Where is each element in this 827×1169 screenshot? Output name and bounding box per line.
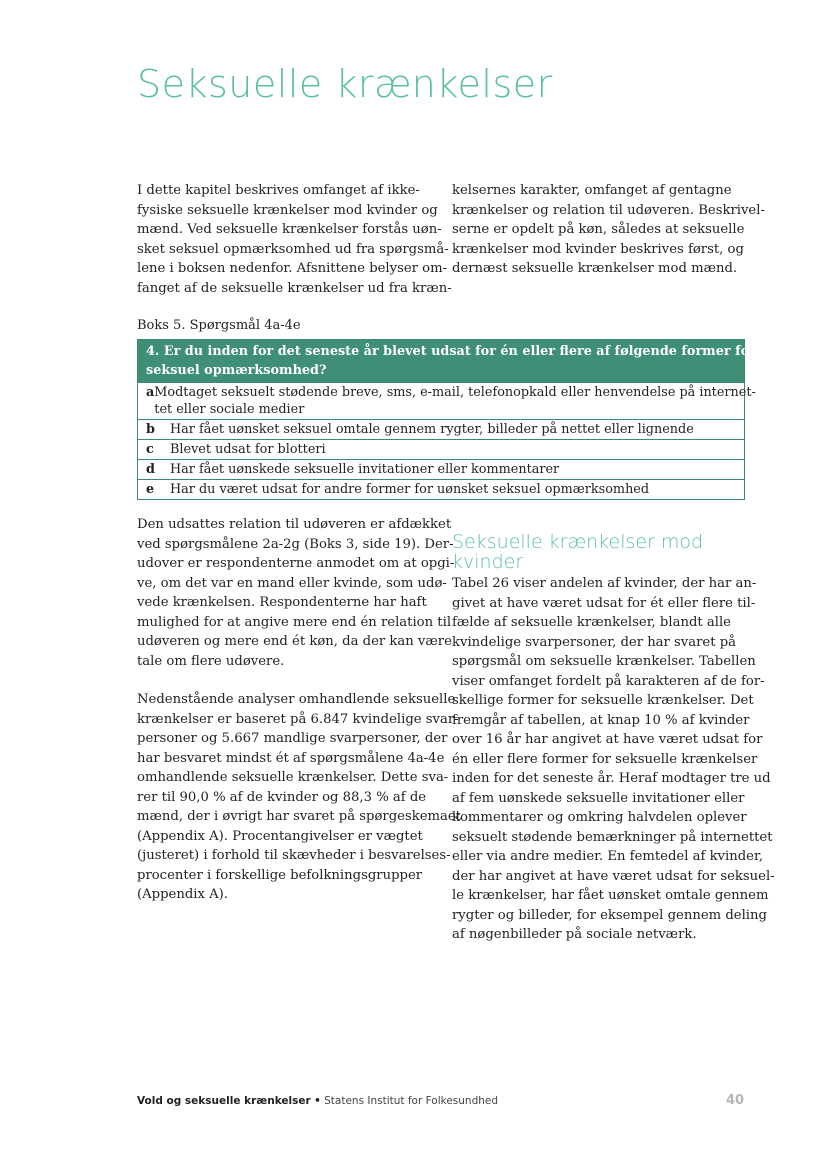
text-line: kvindelige svarpersoner, der har svaret på xyxy=(452,634,737,650)
text-line: eller via andre medier. En femtedel af kvinder, xyxy=(452,849,764,864)
text-line: Nedenstående analyser omhandlende seksuelle xyxy=(137,692,456,707)
text-line: ved spørgsmålene 2a-2g (Boks 3, side 19). Der- xyxy=(137,536,454,552)
text-line: sket seksuel opmærksomhed ud fra spørgsmå- xyxy=(137,241,449,257)
relation-paragraph xyxy=(137,515,455,671)
row-text-line: Blevet udsat for blotteri xyxy=(170,442,326,457)
text-line: mulighed for at angive mere end én relation til xyxy=(137,614,452,630)
text-line: fremgår af tabellen, at knap 10 % af kvinder xyxy=(452,712,750,728)
question-row xyxy=(138,479,744,499)
text-line: rygter og billeder, for eksempel gennem deling xyxy=(452,907,767,923)
question-box xyxy=(137,339,818,500)
text-line: over 16 år har angivet at have været udsat for xyxy=(452,732,763,747)
row-text-line: Har du været udsat for andre former for uønsket seksuel opmærksomhed xyxy=(170,482,650,497)
text-line: kelsernes karakter, omfanget af gentagne xyxy=(452,183,732,198)
text-line: tale om flere udøvere. xyxy=(137,653,285,669)
heading-line: Seksuelle krænkelser mod xyxy=(452,531,704,553)
text-line: mænd. Ved seksuelle krænkelser forstås uøn- xyxy=(137,222,442,237)
question-row xyxy=(138,459,744,479)
row-key: b xyxy=(146,422,155,437)
text-line: udover er respondenterne anmodet om at opgi- xyxy=(137,556,455,571)
text-line: spørgsmål om seksuelle krænkelser. Tabellen xyxy=(452,654,756,669)
text-line: seksuelt stødende bemærkninger på internettet xyxy=(452,829,773,845)
text-line: af fem uønskede seksuelle invitationer eller xyxy=(452,790,745,806)
row-key: d xyxy=(146,462,155,477)
text-line: ve, om det var en mand eller kvinde, som udø- xyxy=(137,575,447,591)
text-line: kommentarer og omkring halvdelen oplever xyxy=(452,810,747,825)
page-title: Seksuelle krænkelser xyxy=(137,62,553,106)
text-line: (justeret) i forhold til skævheder i besvarelses- xyxy=(137,848,451,863)
text-line: serne er opdelt på køn, således at seksuelle xyxy=(452,222,745,237)
row-text xyxy=(170,460,744,479)
women-paragraph xyxy=(452,574,775,945)
question-line: seksuel opmærksomhed? xyxy=(146,363,327,378)
text-line: procenter i forskellige befolkningsgrupper xyxy=(137,867,423,883)
section-heading xyxy=(452,532,703,572)
footer-report-title: Vold og seksuelle krænkelser xyxy=(137,1095,311,1107)
text-line: le krænkelser, har fået uønsket omtale gennem xyxy=(452,888,769,903)
text-line: (Appendix A). Procentangivelser er vægtet xyxy=(137,828,423,844)
question-line: 4. Er du inden for det seneste år blevet udsat for én eller flere af følgende former for uønsket xyxy=(146,344,818,359)
row-text xyxy=(170,420,744,439)
text-line: rer til 90,0 % af de kvinder og 88,3 % af de xyxy=(137,789,427,805)
row-key: a xyxy=(146,385,155,400)
row-key: c xyxy=(146,442,154,457)
text-line: dernæst seksuelle krænkelser mod mænd. xyxy=(452,261,738,276)
text-line: krænkelser er baseret på 6.847 kvindelige svar- xyxy=(137,711,459,727)
text-line: inden for det seneste år. Heraf modtager tre ud xyxy=(452,771,771,786)
page-footer xyxy=(137,1095,498,1107)
text-line: har besvaret mindst ét af spørgsmålene 4a-4e xyxy=(137,750,445,766)
text-line: én eller flere former for seksuelle krænkelser xyxy=(452,751,758,767)
row-text xyxy=(170,480,744,499)
text-line: krænkelser og relation til udøveren. Beskrivel- xyxy=(452,202,765,218)
text-line: udøveren og mere end ét køn, da der kan være xyxy=(137,634,452,649)
text-line: viser omfanget fordelt på karakteren af de for- xyxy=(452,673,765,689)
page-number: 40 xyxy=(726,1093,745,1108)
text-line: der har angivet at have været udsat for seksuel- xyxy=(452,868,775,884)
row-text xyxy=(170,440,744,459)
text-line: lene i boksen nedenfor. Afsnittene belyser om- xyxy=(137,261,448,276)
heading-line: kvinder xyxy=(452,551,524,573)
analysis-paragraph xyxy=(137,690,461,905)
row-text-line: Modtaget seksuelt stødende breve, sms, e-mail, telefonopkald eller henvendelse på internet- xyxy=(154,385,756,400)
box-caption: Boks 5. Spørgsmål 4a-4e xyxy=(137,318,301,333)
text-line: skellige former for seksuelle krænkelser. Det xyxy=(452,693,754,708)
question-header xyxy=(138,340,818,382)
footer-separator: • xyxy=(314,1095,321,1107)
question-row xyxy=(138,419,744,439)
text-line: givet at have været udsat for ét eller flere til- xyxy=(452,595,756,611)
row-text-line: Har fået uønsket seksuel omtale gennem rygter, billeder på nettet eller lignende xyxy=(170,422,694,437)
intro-left-paragraph xyxy=(137,181,452,298)
text-line: af nøgenbilleder på sociale netværk. xyxy=(452,927,697,942)
text-line: personer og 5.667 mandlige svarpersoner, der xyxy=(137,731,448,746)
text-line: (Appendix A). xyxy=(137,887,228,902)
text-line: krænkelser mod kvinder beskrives først, og xyxy=(452,241,744,257)
row-key: e xyxy=(146,482,155,497)
text-line: mænd, der i øvrigt har svaret på spørgeskemaet xyxy=(137,809,461,824)
text-line: omhandlende seksuelle krænkelser. Dette sva- xyxy=(137,770,449,785)
text-line: Den udsattes relation til udøveren er afdækket xyxy=(137,517,452,532)
footer-institution: Statens Institut for Folkesundhed xyxy=(324,1095,499,1107)
text-line: fælde af seksuelle krænkelser, blandt alle xyxy=(452,615,731,630)
text-line: fanget af de seksuelle krænkelser ud fra kræn- xyxy=(137,280,452,296)
text-line: vede krænkelsen. Respondenterne har haft xyxy=(137,595,427,610)
row-text xyxy=(154,383,756,419)
row-text-line: Har fået uønskede seksuelle invitationer eller kommentarer xyxy=(170,462,560,477)
text-line: fysiske seksuelle krænkelser mod kvinder og xyxy=(137,202,438,218)
intro-right-paragraph xyxy=(452,181,765,279)
text-line: Tabel 26 viser andelen af kvinder, der har an- xyxy=(452,576,757,591)
row-text-line: tet eller sociale medier xyxy=(154,402,305,417)
question-row xyxy=(138,439,744,459)
question-row xyxy=(138,382,756,419)
text-line: I dette kapitel beskrives omfanget af ikke- xyxy=(137,183,420,198)
